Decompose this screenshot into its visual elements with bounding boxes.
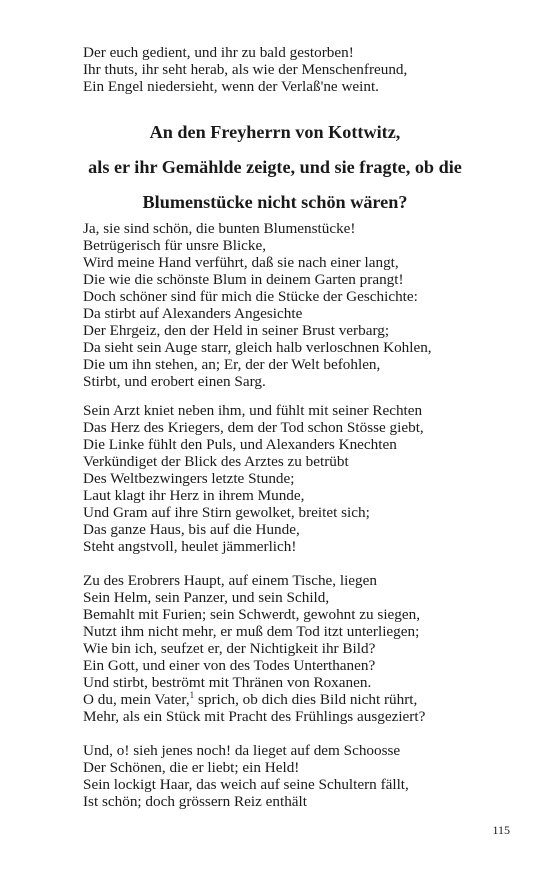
verse-line: Stirbt, und erobert einen Sarg. xyxy=(83,373,266,390)
poem-title-line-1: An den Freyherrn von Kottwitz, xyxy=(149,122,401,142)
verse-line: Da stirbt auf Alexanders Angesichte xyxy=(83,305,303,322)
stanza-4 xyxy=(83,742,409,810)
verse-line: Ein Engel niedersieht, wenn der Verlaß'ne weint. xyxy=(83,78,379,95)
stanza-2 xyxy=(83,402,424,555)
verse-text: O du, mein Vater, xyxy=(83,691,190,708)
stanza-3 xyxy=(83,572,425,725)
verse-line: Ist schön; doch grössern Reiz enthält xyxy=(83,793,307,810)
footnote-marker: 1 xyxy=(189,690,195,700)
page-number: 115 xyxy=(492,823,510,837)
verse-line: Ja, sie sind schön, die bunten Blumenstücke! xyxy=(83,220,356,237)
verse-line: Bemahlt mit Furien; sein Schwerdt, gewohnt zu siegen, xyxy=(83,606,421,623)
poem-title-line-3: Blumenstücke nicht schön wären? xyxy=(142,192,408,212)
verse-line: Doch schöner sind für mich die Stücke der Geschichte: xyxy=(83,288,418,305)
verse-line: Der Schönen, die er liebt; ein Held! xyxy=(83,759,300,776)
poem-continuation xyxy=(83,44,407,95)
verse-line: Das Herz des Kriegers, dem der Tod schon Stösse giebt, xyxy=(83,419,424,436)
verse-line: Laut klagt ihr Herz in ihrem Munde, xyxy=(83,487,305,504)
verse-line: Das ganze Haus, bis auf die Hunde, xyxy=(83,521,300,538)
verse-line: Sein Helm, sein Panzer, und sein Schild, xyxy=(83,589,330,606)
verse-line: Die um ihn stehen, an; Er, der der Welt befohlen, xyxy=(83,356,381,373)
verse-line: Da sieht sein Auge starr, gleich halb verloschnen Kohlen, xyxy=(83,339,432,356)
verse-line: Betrügerisch für unsre Blicke, xyxy=(83,237,267,254)
verse-line: Der Ehrgeiz, den der Held in seiner Brust verbarg; xyxy=(83,322,390,339)
verse-line: Wird meine Hand verführt, daß sie nach einer langt, xyxy=(83,254,399,271)
verse-line: Mehr, als ein Stück mit Pracht des Frühlings ausgeziert? xyxy=(83,708,426,725)
poem-title-line-2: als er ihr Gemählde zeigte, und sie fragte, ob die xyxy=(88,157,462,177)
verse-text: sprich, ob dich dies Bild nicht rührt, xyxy=(194,691,418,708)
verse-line: Die Linke fühlt den Puls, und Alexanders Knechten xyxy=(83,436,397,453)
verse-line: Wie bin ich, seufzet er, der Nichtigkeit ihr Bild? xyxy=(83,640,376,657)
verse-line: Zu des Erobrers Haupt, auf einem Tische, liegen xyxy=(83,572,377,589)
verse-line: Verkündiget der Blick des Arztes zu betrübt xyxy=(83,453,349,470)
verse-line: Nutzt ihm nicht mehr, er muß dem Tod itzt unterliegen; xyxy=(83,623,420,640)
verse-line-with-footnote xyxy=(83,691,425,708)
verse-line: Des Weltbezwingers letzte Stunde; xyxy=(83,470,295,487)
verse-line: Sein lockigt Haar, das weich auf seine Schultern fällt, xyxy=(83,776,409,793)
verse-line: Steht angstvoll, heulet jämmerlich! xyxy=(83,538,297,555)
verse-line: Der euch gedient, und ihr zu bald gestorben! xyxy=(83,44,354,61)
verse-line: Sein Arzt kniet neben ihm, und fühlt mit seiner Rechten xyxy=(83,402,423,419)
verse-line: Und, o! sieh jenes noch! da lieget auf dem Schoosse xyxy=(83,742,401,759)
stanza-1 xyxy=(83,220,432,390)
verse-line: Ein Gott, und einer von des Todes Unterthanen? xyxy=(83,657,376,674)
verse-line: Und stirbt, beströmt mit Thränen von Roxanen. xyxy=(83,674,372,691)
verse-line: Die wie die schönste Blum in deinem Garten prangt! xyxy=(83,271,404,288)
verse-line: Ihr thuts, ihr seht herab, als wie der Menschenfreund, xyxy=(83,61,408,78)
verse-line: Und Gram auf ihre Stirn gewolket, breitet sich; xyxy=(83,504,370,521)
